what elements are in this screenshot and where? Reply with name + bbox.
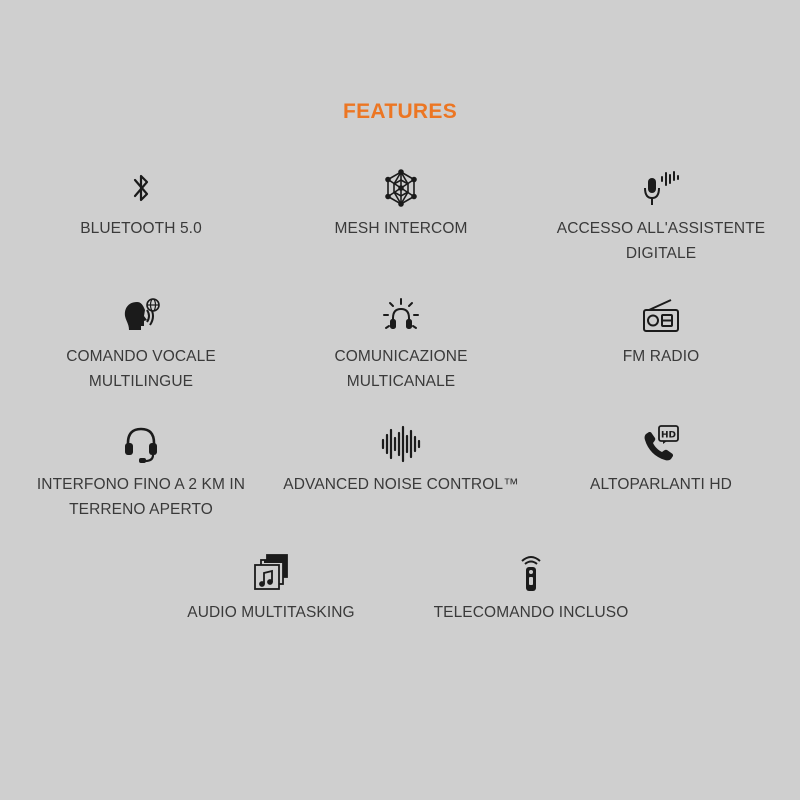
feature-label: ADVANCED NOISE CONTROL™: [283, 476, 519, 493]
feature-label: AUDIO MULTITASKING: [187, 604, 355, 621]
feature-label: COMANDO VOCALE MULTILINGUE: [66, 348, 216, 390]
feature-label: ALTOPARLANTI HD: [590, 476, 732, 493]
feature-remote-control: [401, 552, 661, 626]
feature-label: BLUETOOTH 5.0: [80, 220, 202, 237]
mesh-network-icon: [381, 168, 421, 208]
feature-multichannel: [271, 296, 531, 394]
section-title: FEATURES: [342, 100, 457, 123]
feature-label: INTERFONO FINO A 2 KM IN TERRENO APERTO: [36, 476, 246, 518]
multilingual-voice-icon: [121, 296, 161, 336]
multichannel-headset-icon: [381, 296, 421, 336]
feature-bluetooth: [11, 168, 271, 242]
feature-fm-radio: [531, 296, 791, 370]
feature-multilingual-voice: [11, 296, 271, 394]
feature-label: COMUNICAZIONE MULTICANALE: [334, 348, 468, 390]
feature-noise-control: [271, 424, 531, 498]
feature-hd-speakers: [531, 424, 791, 498]
feature-mesh-intercom: [271, 168, 531, 242]
feature-label: FM RADIO: [622, 348, 700, 365]
music-library-icon: [251, 552, 291, 592]
hd-phone-icon: [641, 424, 681, 464]
radio-icon: [641, 296, 681, 336]
bluetooth-icon: [121, 168, 161, 208]
headset-icon: [121, 424, 161, 464]
sound-wave-icon: [381, 424, 421, 464]
feature-label: MESH INTERCOM: [334, 220, 468, 237]
feature-digital-assistant: [531, 168, 791, 266]
voice-assistant-mic-icon: [641, 168, 681, 208]
svg-text:HD: HD: [660, 430, 677, 441]
feature-audio-multitasking: [141, 552, 401, 626]
feature-intercom-range: [11, 424, 271, 522]
feature-label: ACCESSO ALL'ASSISTENTE DIGITALE: [556, 220, 766, 262]
remote-control-icon: [511, 552, 551, 592]
feature-label: TELECOMANDO INCLUSO: [433, 604, 629, 621]
